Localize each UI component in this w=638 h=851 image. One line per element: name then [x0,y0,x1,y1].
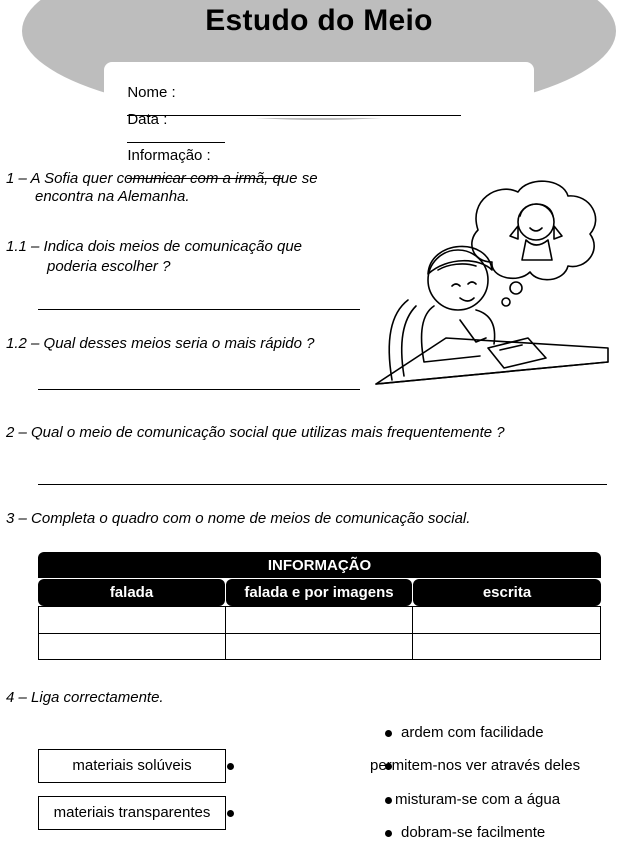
nome-label: Nome : [127,84,176,101]
match-right-item: dobram-se facilmente [401,824,546,841]
match-dot[interactable] [227,810,234,817]
match-dot[interactable] [385,830,392,837]
informacao-label: Informação : [127,147,211,164]
answer-line-2[interactable] [38,484,607,485]
question-1-2: 1.2 – Qual desses meios seria o mais rápido ? [6,335,315,352]
question-1-continued: encontra na Alemanha. [35,188,190,205]
question-1: 1 – A Sofia quer comunicar com a irmã, que se [6,170,318,187]
data-label: Data : [127,111,168,128]
match-left-item[interactable]: materiais solúveis [38,749,226,783]
question-1-1-continued: poderia escolher ? [47,258,171,275]
question-4: 4 – Liga correctamente. [6,689,164,706]
table-header-falada-e-por-imagens: falada e por imagens [226,579,412,606]
match-dot[interactable] [227,763,234,770]
table-header-falada: falada [38,579,225,606]
match-dot[interactable] [385,797,392,804]
match-right-item: permitem-nos ver através deles [370,757,581,774]
answer-line-1-2[interactable] [38,389,360,390]
table-cell[interactable] [412,606,601,634]
table-title: INFORMAÇÃO [38,552,601,578]
question-2: 2 – Qual o meio de comunicação social que utilizas mais frequentemente ? [6,424,505,441]
match-right-item: misturam-se com a água [395,791,561,808]
table-cell[interactable] [412,633,601,660]
match-dot[interactable] [385,730,392,737]
table-cell[interactable] [38,606,226,634]
data-field[interactable] [127,128,225,143]
match-left-item[interactable]: materiais transparentes [38,796,226,830]
table-cell[interactable] [225,633,413,660]
girl-illustration [368,170,613,395]
question-1-1: 1.1 – Indica dois meios de comunicação que [6,238,303,255]
match-right-item: ardem com facilidade [401,724,544,741]
table-header-escrita: escrita [413,579,601,606]
answer-line-1-1[interactable] [38,309,360,310]
question-3: 3 – Completa o quadro com o nome de meios de comunicação social. [6,510,471,527]
table-cell[interactable] [38,633,226,660]
page-title: Estudo do Meio [205,4,433,37]
table-cell[interactable] [225,606,413,634]
